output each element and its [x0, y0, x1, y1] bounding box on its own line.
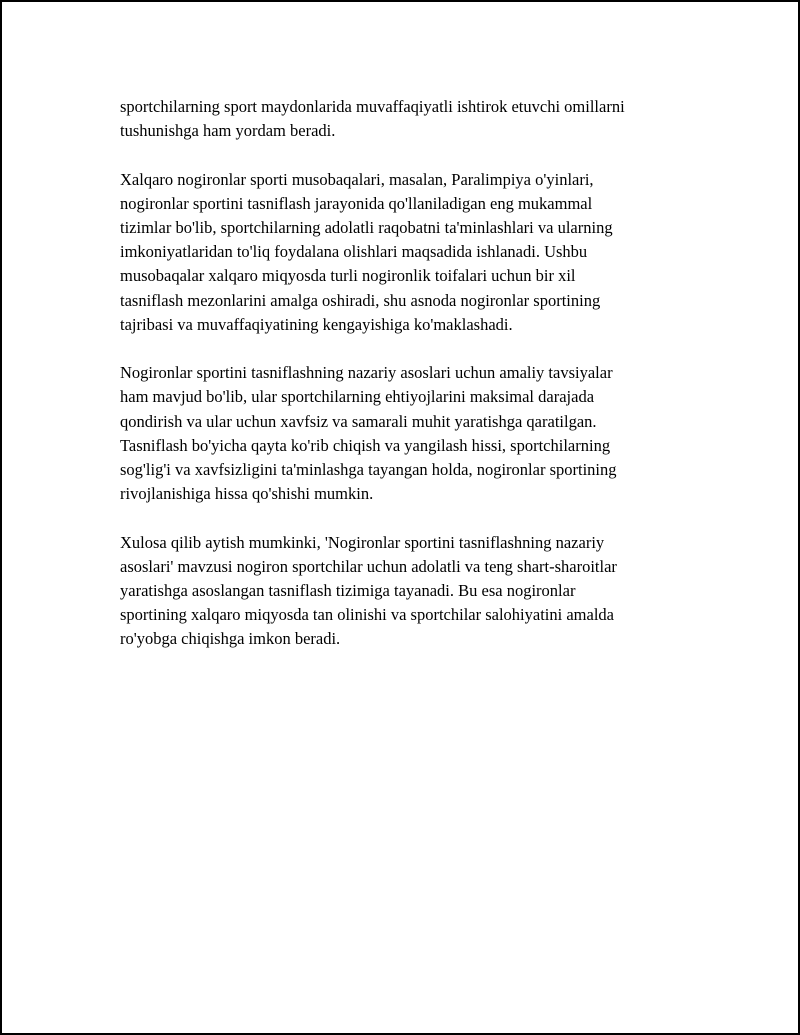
text-line: sog'lig'i va xavfsizligini ta'minlashga tayangan holda, nogironlar sportining: [120, 460, 617, 480]
text-line: ro'yobga chiqishga imkon beradi.: [120, 629, 341, 649]
text-line: Nogironlar sportini tasniflashning nazariy asoslari uchun amaliy tavsiyalar: [120, 363, 613, 383]
text-line: sportchilarning sport maydonlarida muvaffaqiyatli ishtirok etuvchi omillarni: [120, 97, 625, 116]
text-line: Xalqaro nogironlar sporti musobaqalari, masalan, Paralimpiya o'yinlari,: [120, 169, 594, 189]
text-line: ham mavjud bo'lib, ular sportchilarning ehtiyojlarini maksimal darajada: [120, 387, 595, 407]
text-line: rivojlanishiga hissa qo'shishi mumkin.: [120, 484, 374, 504]
text-line: asoslari' mavzusi nogiron sportchilar uchun adolatli va teng shart-sharoitlar: [120, 556, 617, 576]
text-line: Tasniflash bo'yicha qayta ko'rib chiqish va yangilash hissi, sportchilarning: [120, 435, 611, 455]
paragraph-3: [120, 361, 680, 506]
text-line: imkoniyatlaridan to'liq foydalana olishlari maqsadida ishlanadi. Ushbu: [120, 242, 588, 262]
text-line: tajribasi va muvaffaqiyatining kengayishiga ko'maklashadi.: [120, 314, 513, 334]
text-line: yaratishga asoslangan tasniflash tizimiga tayanadi. Bu esa nogironlar: [120, 581, 576, 601]
text-line: sportining xalqaro miqyosda tan olinishi va sportchilar salohiyatini amalda: [120, 605, 614, 625]
text-line: tasniflash mezonlarini amalga oshiradi, shu asnoda nogironlar sportining: [120, 290, 601, 310]
paragraph-1: [120, 95, 680, 143]
text-line: tushunishga ham yordam beradi.: [120, 121, 336, 141]
text-line: Xulosa qilib aytish mumkinki, 'Nogironlar sportini tasniflashning nazariy: [120, 532, 605, 552]
text-line: nogironlar sportini tasniflash jarayonida qo'llaniladigan eng mukammal: [120, 193, 593, 213]
document-body: [120, 95, 680, 676]
text-line: musobaqalar xalqaro miqyosda turli nogironlik toifalari uchun bir xil: [120, 266, 576, 286]
paragraph-2: [120, 168, 680, 337]
text-line: qondirish va ular uchun xavfsiz va samarali muhit yaratishga qaratilgan.: [120, 411, 597, 431]
paragraph-4: [120, 531, 680, 652]
text-line: tizimlar bo'lib, sportchilarning adolatli raqobatni ta'minlashlari va ularning: [120, 218, 613, 237]
